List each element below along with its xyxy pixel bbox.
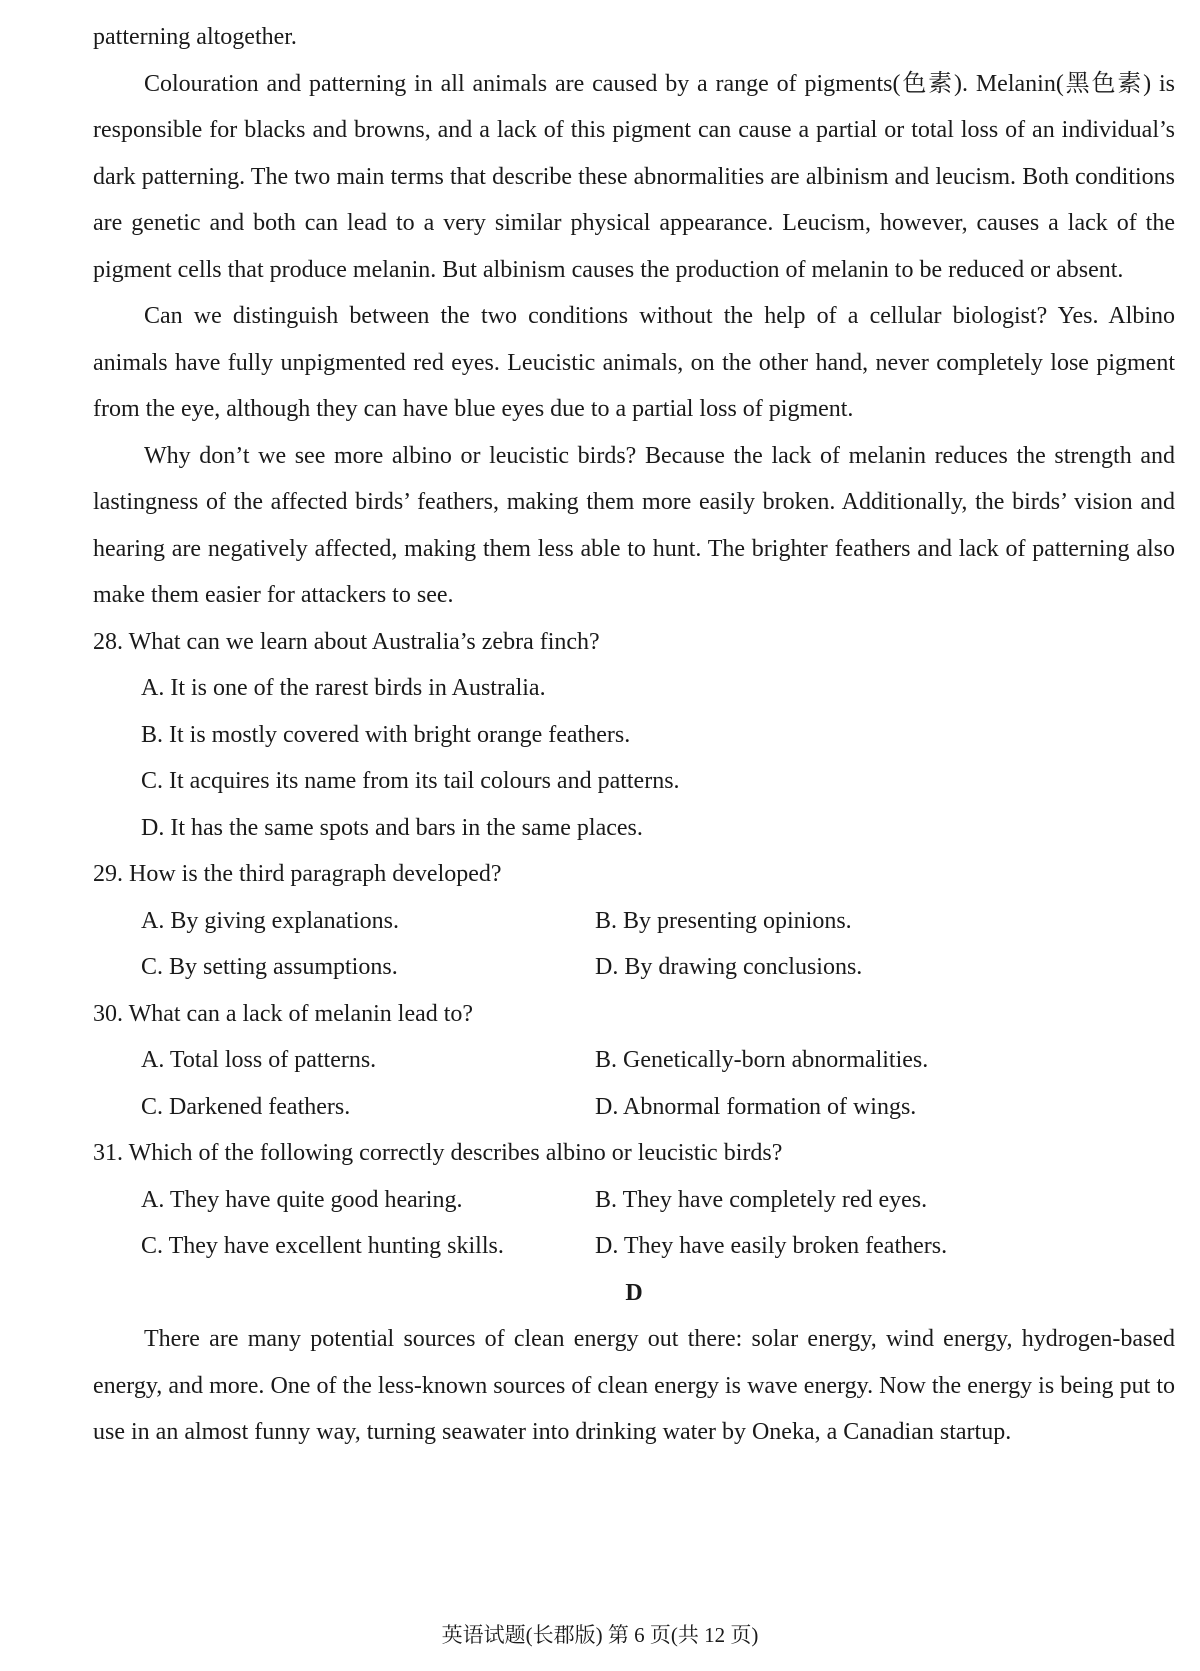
option-d: D. It has the same spots and bars in the same places.: [141, 814, 643, 841]
option-d: D. By drawing conclusions.: [595, 954, 863, 980]
question-stem: 31. Which of the following correctly describes albino or leucistic birds?: [93, 1140, 783, 1166]
section-d-heading: D: [625, 1279, 643, 1306]
option-c: C. Darkened feathers.: [141, 1093, 351, 1120]
exam-page: [93, 14, 1175, 1456]
option-c: C. They have excellent hunting skills.: [141, 1233, 504, 1259]
option-b: B. By presenting opinions.: [595, 907, 852, 934]
option-a: A. They have quite good hearing.: [141, 1186, 463, 1213]
question-stem: 28. What can we learn about Australia’s zebra finch?: [93, 628, 600, 655]
question-31: [93, 1130, 1175, 1270]
option-b: B. Genetically-born abnormalities.: [595, 1047, 929, 1073]
page-footer: 英语试题(长郡版) 第 6 页(共 12 页): [441, 1623, 759, 1647]
option-row: [93, 1037, 1175, 1084]
section-d-paragraph: There are many potential sources of clean energy out there: solar energy, wind energy, hydrogen-based energy, and more. One of the less-known sources of clean energy is wave energy. Now the energy is being put to use in an almost funny way, turning seawater into drinking water by Oneka, a Canadian startup.: [93, 1326, 1175, 1445]
passage-fragment: patterning altogether.: [93, 24, 297, 50]
option-c: C. It acquires its name from its tail colours and patterns.: [141, 768, 680, 794]
option-a: A. It is one of the rarest birds in Australia.: [141, 675, 546, 701]
option-a: A. Total loss of patterns.: [141, 1047, 377, 1073]
option-row: [93, 1223, 1175, 1270]
question-stem: 29. How is the third paragraph developed?: [93, 861, 502, 887]
option-b: B. It is mostly covered with bright orange feathers.: [141, 721, 631, 748]
question-28: [93, 619, 1175, 852]
question-29: [93, 851, 1175, 991]
option-c: C. By setting assumptions.: [141, 954, 398, 980]
question-30: [93, 991, 1175, 1131]
option-d: D. They have easily broken feathers.: [595, 1233, 948, 1259]
passage-paragraph-3: Can we distinguish between the two conditions without the help of a cellular biologist? Yes. Albino animals have fully unpigmented red eyes. Leucistic animals, on the other hand, never completely lose pigment from the eye, although they can have blue eyes due to a partial loss of pigment.: [93, 303, 1175, 422]
option-row: [93, 944, 1175, 991]
option-d: D. Abnormal formation of wings.: [595, 1093, 917, 1120]
question-stem: 30. What can a lack of melanin lead to?: [93, 1000, 474, 1027]
passage-paragraph-2: Colouration and patterning in all animals are caused by a range of pigments(色素). Melanin(黑色素) is responsible for blacks and browns, and a lack of this pigment can cause a partial or total loss of an individual’s dark patterning. The two main terms that describe these abnormalities are albinism and leucism. Both conditions are genetic and both can lead to a very similar physical appearance. Leucism, however, causes a lack of the pigment cells that produce melanin. But albinism causes the production of melanin to be reduced or absent.: [93, 70, 1175, 283]
passage-paragraph-4: Why don’t we see more albino or leucistic birds? Because the lack of melanin reduces the strength and lastingness of the affected birds’ feathers, making them more easily broken. Additionally, the birds’ vision and hearing are negatively affected, making them less able to hunt. The brighter feathers and lack of patterning also make them easier for attackers to see.: [93, 442, 1175, 608]
option-row: [93, 898, 1175, 945]
option-list: [93, 665, 1175, 851]
option-row: [93, 1177, 1175, 1224]
option-b: B. They have completely red eyes.: [595, 1186, 928, 1213]
option-a: A. By giving explanations.: [141, 907, 399, 934]
option-row: [93, 1084, 1175, 1131]
